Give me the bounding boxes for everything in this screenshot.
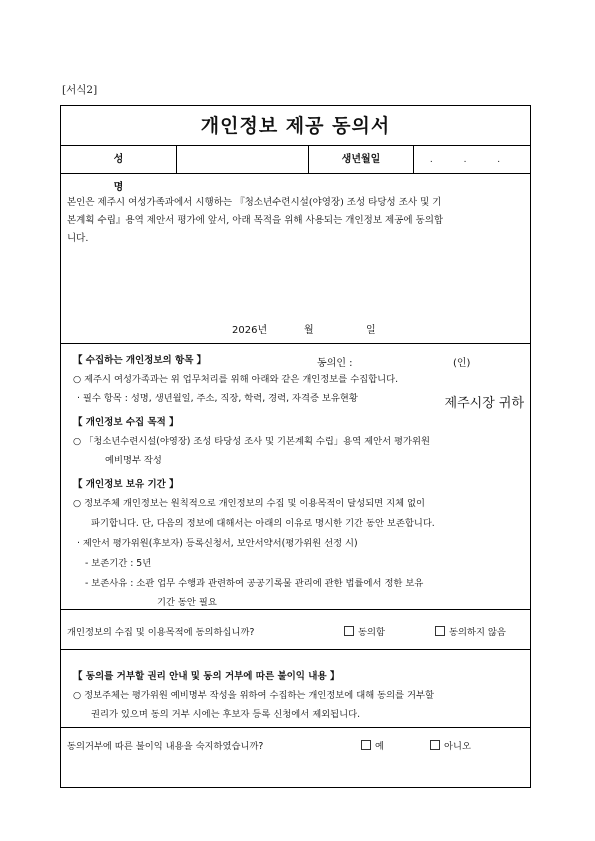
birth-label: 생년월일 — [309, 146, 414, 174]
date-year: 2026년 — [232, 325, 268, 336]
items-heading: 【 수집하는 개인정보의 항목 】 — [73, 355, 207, 366]
birth-field[interactable]: . . . — [429, 155, 515, 165]
ack-yes-label: 예 — [375, 741, 384, 752]
agree-checkbox[interactable] — [344, 626, 354, 636]
consent-line-2: 본계획 수립』용역 제안서 평가에 앞서, 아래 목적을 위해 사용되는 개인정보 제공에 동의합 — [67, 215, 444, 226]
name-field[interactable] — [177, 146, 309, 174]
consent-line-3: 니다. — [67, 233, 89, 244]
period-line-1: ○ 정보주체 개인정보는 원칙적으로 개인정보의 수집 및 이용목적이 달성되면 지체 없이 — [73, 498, 425, 509]
period-line-5: - 보존사유 : 소관 업무 수행과 관련하여 공공기록물 관리에 관한 법률에서 정한 보유 — [85, 578, 424, 589]
consent-question-row — [61, 610, 530, 650]
purpose-line-1: ○ 「청소년수련시설(야영장) 조성 타당성 조사 및 기본계획 수립」용역 제안서 평가위원 — [73, 436, 430, 447]
items-line-1: ○ 제주시 여성가족과는 위 업무처리를 위해 아래와 같은 개인정보를 수집합니다. — [73, 374, 399, 385]
period-line-4: - 보존기간 : 5년 — [85, 558, 152, 569]
date-month[interactable]: 월 — [304, 325, 314, 336]
consent-question: 개인정보의 수집 및 이용목적에 동의하십니까? — [67, 627, 255, 638]
ack-question: 동의거부에 따른 불이익 내용을 숙지하였습니까? — [67, 741, 264, 752]
ack-row — [61, 728, 530, 787]
consent-statement — [67, 194, 527, 248]
ack-yes-checkbox[interactable] — [361, 740, 371, 750]
addressee: 제주시장 귀하 — [444, 396, 524, 411]
refusal-line-1: ○ 정보주체는 평가위원 예비명부 작성을 위하여 수집하는 개인정보에 대해 동의를 거부할 — [73, 690, 434, 701]
seal-mark[interactable]: (인) — [453, 358, 471, 369]
period-line-6: 기간 동안 필요 — [157, 597, 217, 608]
disagree-checkbox[interactable] — [435, 626, 445, 636]
period-line-2: 파기합니다. 단, 다음의 정보에 대해서는 아래의 이유로 명시한 기간 동안 보존합니다. — [91, 518, 435, 529]
period-line-3: · 제안서 평가위원(후보자) 등록신청서, 보안서약서(평가위원 선정 시) — [77, 538, 358, 549]
purpose-line-2: 예비명부 작성 — [105, 455, 162, 466]
period-heading: 【 개인정보 보유 기간 】 — [73, 479, 179, 490]
ack-no-option[interactable] — [430, 738, 471, 752]
info-sections — [61, 344, 530, 610]
date-day[interactable]: 일 — [366, 325, 376, 336]
disagree-label: 동의하지 않음 — [449, 627, 506, 638]
info-row — [61, 146, 530, 193]
ack-no-checkbox[interactable] — [430, 740, 440, 750]
items-line-2: · 필수 항목 : 성명, 생년월일, 주소, 직장, 학력, 경력, 자격증 보유현황 — [77, 393, 358, 404]
refusal-line-2: 권리가 있으며 동의 거부 시에는 후보자 등록 신청에서 제외됩니다. — [91, 709, 361, 720]
consent-line-1: 본인은 제주시 여성가족과에서 시행하는 『청소년수련시설(야영장) 조성 타당성 조사 및 기 — [67, 197, 442, 208]
purpose-heading: 【 개인정보 수집 목적 】 — [73, 417, 179, 428]
consent-form — [60, 105, 531, 788]
refusal-notice — [61, 650, 530, 728]
refusal-heading: 【 동의를 거부할 권리 안내 및 동의 거부에 따른 불이익 내용 】 — [73, 671, 340, 682]
disagree-option[interactable] — [435, 624, 506, 638]
ack-no-label: 아니오 — [444, 741, 471, 752]
form-number-label: [서식2] — [62, 84, 98, 96]
agree-label: 동의함 — [358, 627, 385, 638]
ack-yes-option[interactable] — [361, 738, 384, 752]
agree-option[interactable] — [344, 624, 385, 638]
form-title: 개인정보 제공 동의서 — [61, 106, 530, 146]
name-label: 성 명 — [61, 146, 177, 174]
signer-label: 동의인 : — [317, 358, 353, 369]
